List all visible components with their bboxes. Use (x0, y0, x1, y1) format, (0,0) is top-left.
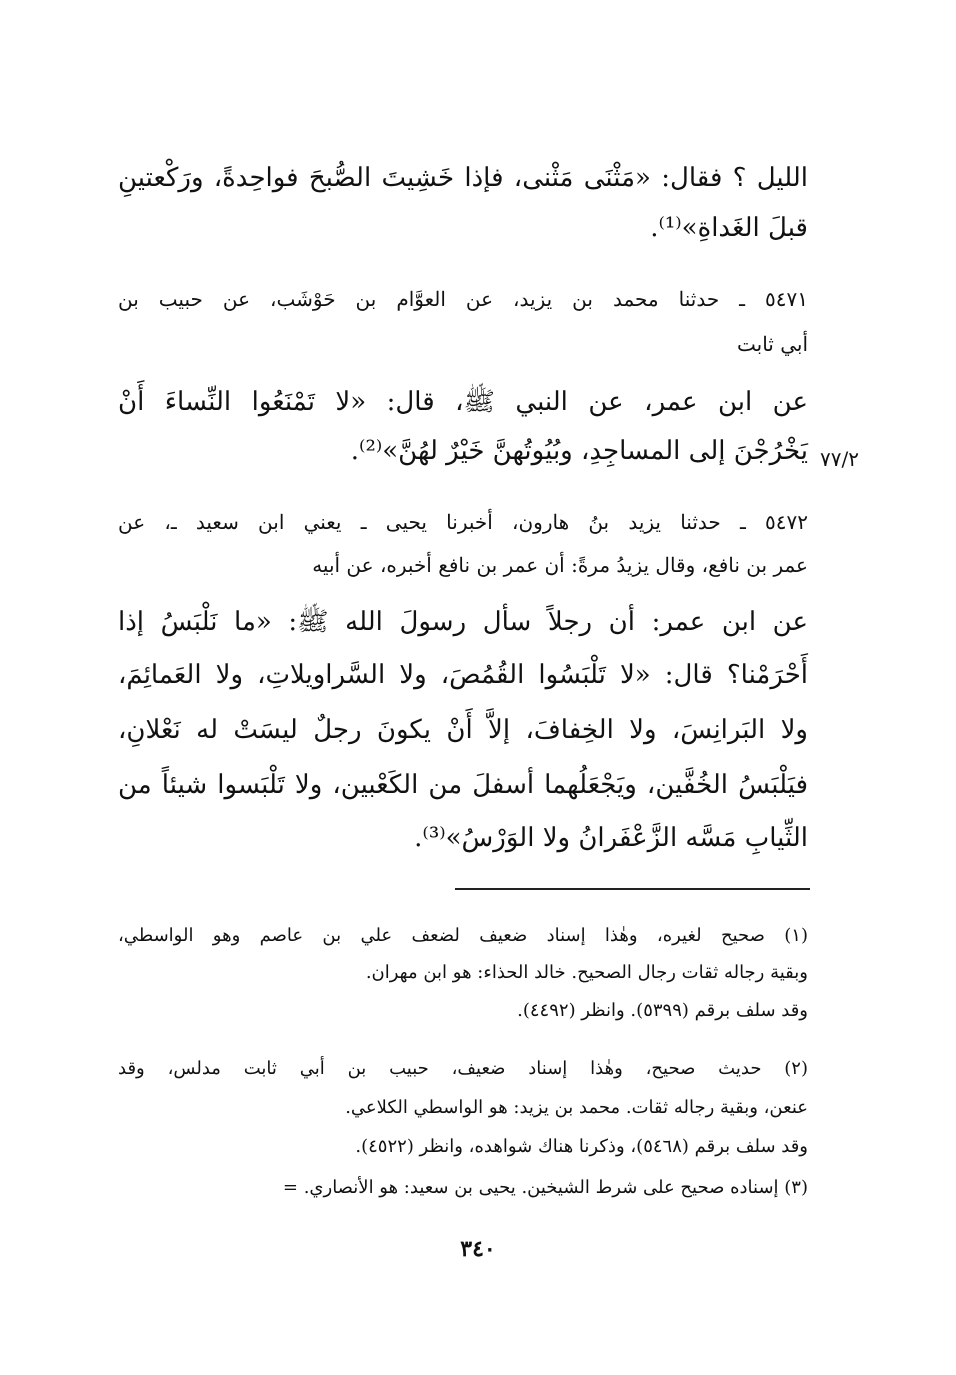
hadith-5472-matn-line-5: الثِّيابِ مَسَّه الزَّعْفَرانُ ولا الوَرْسُ»⁽³⁾. (414, 823, 808, 853)
hadith-5471-matn-line-1: عن ابن عمر، عن النبي ﷺ، قال: «لا تَمْنَعُوا النِّساءَ أَنْ (118, 387, 808, 417)
hadith-5471-isnad-line-1: ٥٤٧١ ـ حدثنا محمد بن يزيد، عن العوَّام بن حَوْشَب، عن حبيب بن (118, 287, 808, 311)
hadith-5472-matn-line-4: فيَلْبَسُ الخُفَّين، ويَجْعَلُهما أسفلَ من الكَعْبين، ولا تَلْبَسوا شيئاً من (118, 770, 808, 800)
footnote-2-line-3: وقد سلف برقم (٥٤٦٨)، وذكرنا هناك شواهده، وانظر (٤٥٢٢). (355, 1136, 808, 1157)
page-number: ٣٤٠ (460, 1236, 496, 1262)
footnote-1-line-2: وبقية رجاله ثقات رجال الصحيح. خالد الحذاء: هو ابن مهران. (365, 962, 808, 983)
footnote-1-line-1: (١) صحيح لغيره، وهٰذا إسناد ضعيف لضعف علي بن عاصم وهو الواسطي، (118, 925, 808, 946)
body-line-1: الليل ؟ فقال: «مَثْنَى مَثْنى، فإذا خَشِيتَ الصُّبحَ فواحِدةً، ورَكْعتينِ (118, 163, 808, 193)
footnote-separator (455, 888, 810, 890)
hadith-5472-isnad-line-2: عمر بن نافع، وقال يزيدُ مرةً: أن عمر بن نافع أخبره، عن أبيه (312, 553, 808, 577)
footnote-3-line-1: (٣) إسناده صحيح على شرط الشيخين. يحيى بن سعيد: هو الأنصاري. = (282, 1177, 808, 1198)
footnote-2-line-2: عنعن، وبقية رجاله ثقات. محمد بن يزيد: هو الواسطي الكلاعي. (345, 1097, 808, 1118)
hadith-5472-matn-line-2: أَحْرَمْنا؟ قال: «لا تَلْبَسُوا القُمُصَ، ولا السَّراويلاتِ، ولا العَمائِمَ، (118, 660, 808, 690)
footnote-1-line-3: وقد سلف برقم (٥٣٩٩). وانظر (٤٤٩٢). (517, 1000, 808, 1021)
hadith-5471-matn-line-2: يَخْرُجْنَ إلى المساجِدِ، وبُيُوتُهنَّ خَيْرٌ لهُنَّ»⁽²⁾. (350, 436, 808, 466)
footnote-2-line-1: (٢) حديث صحيح، وهٰذا إسناد ضعيف، حبيب بن أبي ثابت مدلس، وقد (118, 1058, 808, 1079)
body-line-2: قبلَ الغَداةِ»⁽¹⁾. (650, 213, 808, 243)
hadith-5471-isnad-line-2: أبي ثابت (736, 332, 808, 356)
margin-volume-page-ref: ٧٧/٢ (820, 447, 859, 471)
hadith-5472-matn-line-3: ولا البَرانِسَ، ولا الخِفافَ، إلاَّ أَنْ يكونَ رجلٌ ليسَتْ له نَعْلانِ، (118, 715, 808, 745)
hadith-5472-matn-line-1: عن ابن عمر: أن رجلاً سأل رسولَ الله ﷺ: «ما نَلْبَسُ إذا (118, 607, 808, 637)
hadith-5472-isnad-line-1: ٥٤٧٢ ـ حدثنا يزيد بنُ هارون، أخبرنا يحيى ـ يعني ابن سعيد ـ، عن (118, 510, 808, 534)
